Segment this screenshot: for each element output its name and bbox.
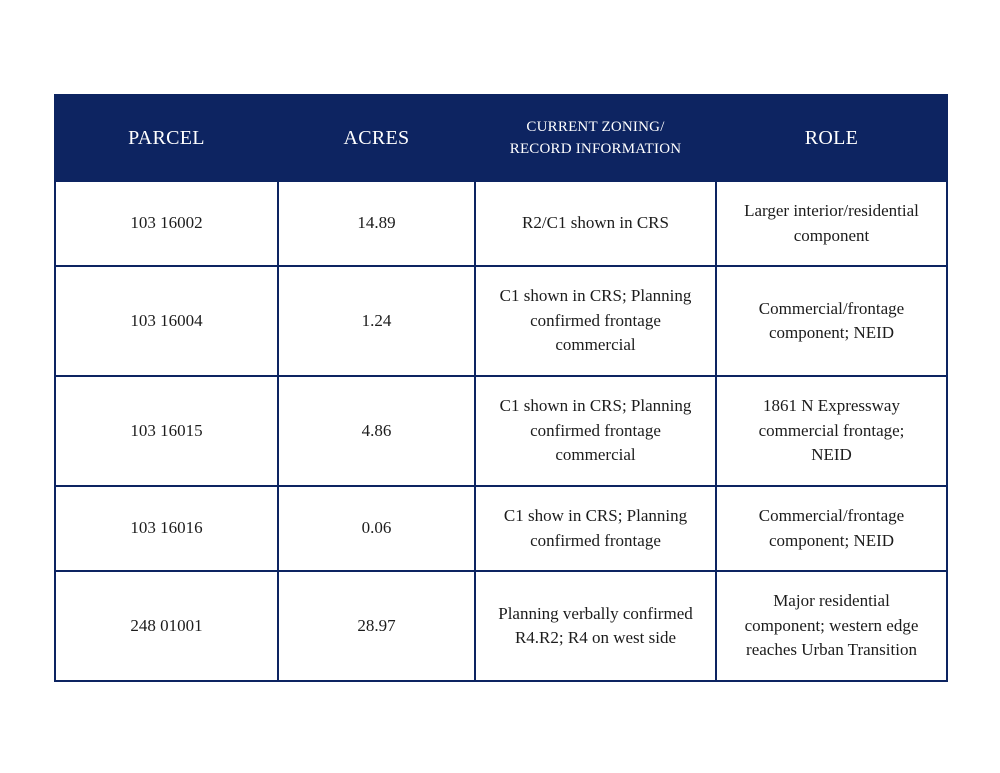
cell-role: Major residential component; western edge reaches Urban Transition xyxy=(716,571,947,681)
cell-zoning: R2/C1 shown in CRS xyxy=(475,181,716,266)
table-row xyxy=(55,486,947,571)
cell-zoning: Planning verbally confirmed R4.R2; R4 on west side xyxy=(475,571,716,681)
table-row xyxy=(55,181,947,266)
header-zoning-line2: RECORD INFORMATION xyxy=(509,141,682,157)
cell-acres: 0.06 xyxy=(278,486,475,571)
cell-parcel: 248 01001 xyxy=(55,571,278,681)
header-zoning xyxy=(475,95,716,181)
cell-role: Commercial/frontage component; NEID xyxy=(716,486,947,571)
header-acres: ACRES xyxy=(278,95,475,181)
header-role: ROLE xyxy=(716,95,947,181)
table-body xyxy=(55,181,947,681)
cell-acres: 14.89 xyxy=(278,181,475,266)
cell-parcel: 103 16004 xyxy=(55,266,278,376)
cell-zoning: C1 shown in CRS; Planning confirmed frontage commercial xyxy=(475,266,716,376)
cell-parcel: 103 16002 xyxy=(55,181,278,266)
header-parcel: PARCEL xyxy=(55,95,278,181)
cell-parcel: 103 16015 xyxy=(55,376,278,486)
header-zoning-line1: CURRENT ZONING/ xyxy=(526,119,665,135)
cell-acres: 28.97 xyxy=(278,571,475,681)
cell-zoning: C1 show in CRS; Planning confirmed frontage xyxy=(475,486,716,571)
table-row xyxy=(55,571,947,681)
cell-role: 1861 N Expressway commercial frontage; NEID xyxy=(716,376,947,486)
cell-parcel: 103 16016 xyxy=(55,486,278,571)
cell-role: Larger interior/residential component xyxy=(716,181,947,266)
cell-acres: 1.24 xyxy=(278,266,475,376)
table-header xyxy=(55,95,947,181)
parcel-table xyxy=(54,94,948,682)
table-row xyxy=(55,376,947,486)
cell-acres: 4.86 xyxy=(278,376,475,486)
cell-zoning: C1 shown in CRS; Planning confirmed frontage commercial xyxy=(475,376,716,486)
header-row xyxy=(55,95,947,181)
cell-role: Commercial/frontage component; NEID xyxy=(716,266,947,376)
table-row xyxy=(55,266,947,376)
